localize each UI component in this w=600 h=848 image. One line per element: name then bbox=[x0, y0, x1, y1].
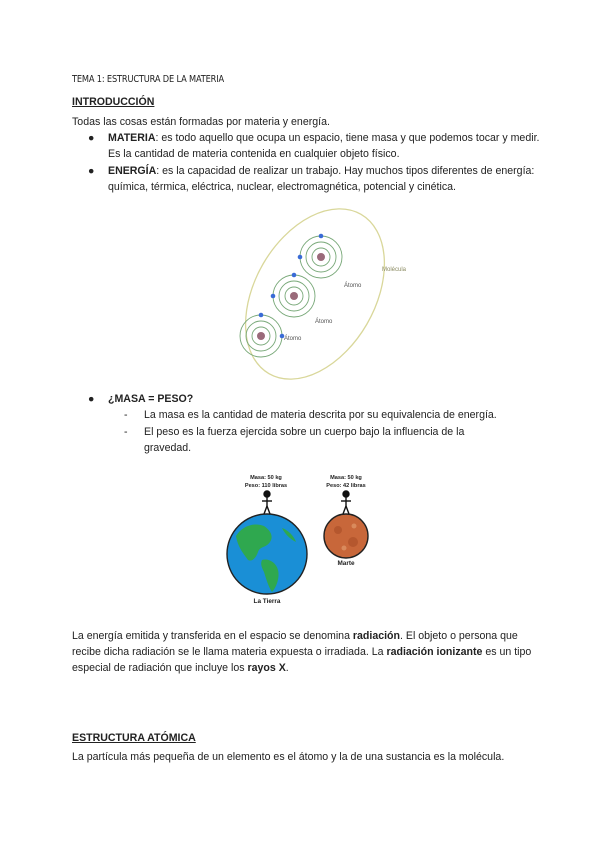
mars-planet-icon bbox=[324, 514, 368, 558]
earth-mass-label: Masa: 50 kg bbox=[250, 475, 282, 481]
estructura-heading: ESTRUCTURA ATÓMICA bbox=[72, 732, 196, 744]
person-earth-icon bbox=[262, 491, 272, 514]
bullet-dot-icon: ● bbox=[88, 165, 95, 177]
estructura-text: La partícula más pequeña de un elemento es el átomo y la de una sustancia es la molécula. bbox=[72, 751, 505, 763]
label-molecula: Molécula bbox=[382, 267, 407, 273]
atom-top bbox=[298, 234, 342, 278]
bullet-dot-icon: ● bbox=[88, 132, 95, 144]
mars-label: Marte bbox=[337, 560, 355, 567]
earth-mars-figure bbox=[222, 470, 392, 610]
bullet-masa-peso bbox=[88, 391, 543, 407]
radiacion-paragraph: La energía emitida y transferida en el espacio se denomina radiación. El objeto o persona que recibe dicha radiación se le llama materia expuesta o irradiada. La radiación ionizante es un tipo especial de radiación que incluye los rayos X. bbox=[72, 630, 532, 674]
masa-item: - La masa es la cantidad de materia descrita por su equivalencia de energía. bbox=[124, 407, 524, 423]
masa-question: ¿MASA = PESO? bbox=[108, 393, 194, 405]
earth-label: La Tierra bbox=[253, 598, 281, 605]
intro-heading: INTRODUCCIÓN bbox=[72, 96, 155, 108]
bullet-materia bbox=[88, 130, 543, 162]
label-atomo-1: Átomo bbox=[344, 283, 362, 289]
peso-item: - El peso es la fuerza ejercida sobre un cuerpo bajo la influencia de la gravedad. bbox=[124, 424, 524, 456]
peso-item-text: El peso es la fuerza ejercida sobre un cuerpo bajo la influencia de la gravedad. bbox=[144, 426, 465, 454]
bullet-dot-icon: ● bbox=[88, 393, 95, 405]
mars-weight-label: Peso: 42 libras bbox=[326, 483, 366, 489]
molecule-figure bbox=[220, 205, 420, 383]
energia-text: ENERGÍA: es la capacidad de realizar un trabajo. Hay muchos tipos diferentes de energía: química, térmica, eléctrica, nuclear, electromagnética, potencial y cinética. bbox=[108, 165, 535, 193]
earth-globe-icon bbox=[227, 514, 307, 594]
label-atomo-3: Átomo bbox=[284, 336, 302, 342]
label-atomo-2: Átomo bbox=[315, 319, 333, 325]
bullet-energia bbox=[88, 163, 543, 195]
atom-middle bbox=[271, 273, 315, 317]
earth-weight-label: Peso: 110 libras bbox=[244, 483, 288, 489]
mars-mass-label: Masa: 50 kg bbox=[330, 475, 362, 481]
masa-item-text: La masa es la cantidad de materia descrita por su equivalencia de energía. bbox=[144, 409, 497, 421]
person-mars-icon bbox=[341, 491, 351, 514]
materia-text: MATERIA: es todo aquello que ocupa un espacio, tiene masa y que podemos tocar y medir. Es la cantidad de materia contenida en cualquier objeto físico. bbox=[108, 132, 540, 160]
page-title: TEMA 1: ESTRUCTURA DE LA MATERIA bbox=[72, 74, 224, 85]
intro-lead: Todas las cosas están formadas por materia y energía. bbox=[72, 116, 330, 128]
